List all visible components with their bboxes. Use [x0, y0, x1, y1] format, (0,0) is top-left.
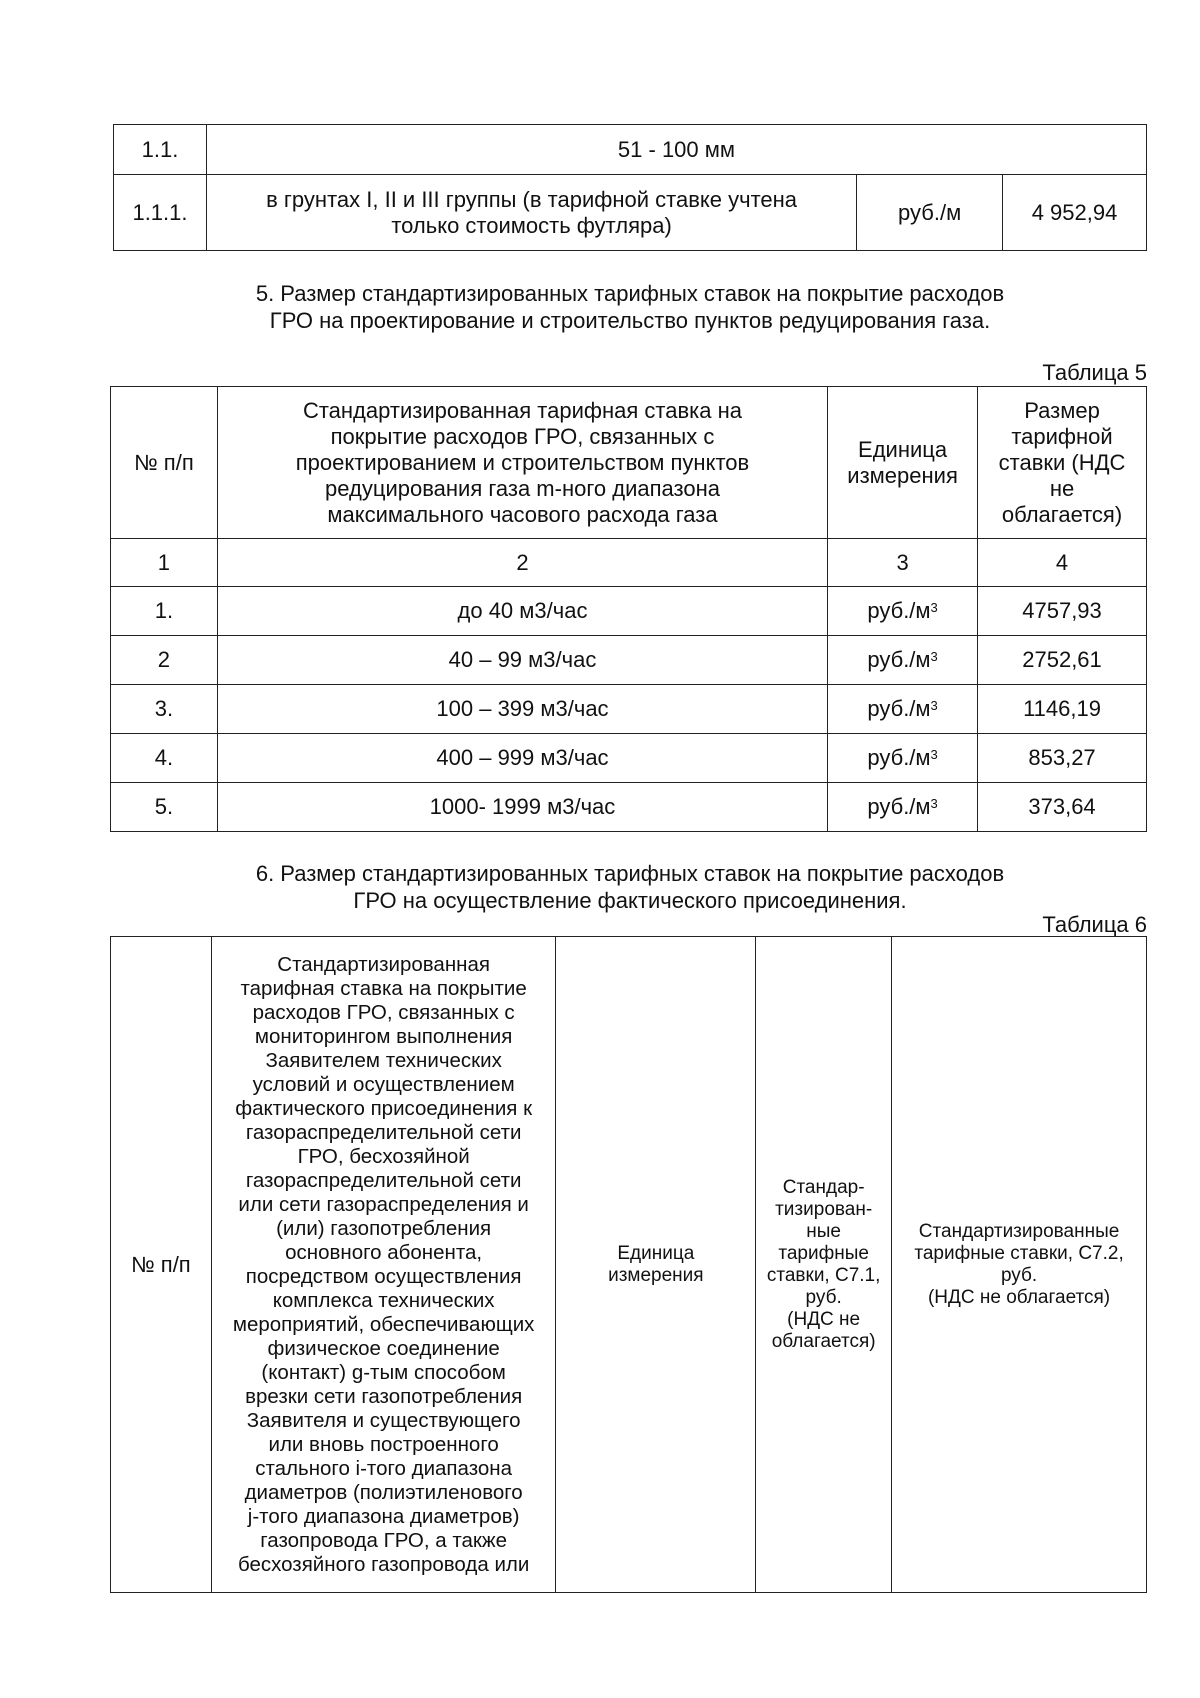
header-unit: Единица измерения	[556, 937, 756, 1593]
table-row	[111, 685, 1147, 734]
column-number: 1	[111, 539, 218, 587]
section5-heading: 5. Размер стандартизированных тарифных ставок на покрытие расходов ГРО на проектирование и строительство пунктов редуцирования газа.	[255, 281, 1005, 333]
column-number-row	[111, 539, 1147, 587]
header-description: Стандартизированная тарифная ставка на покрытие расходов ГРО, связанных с проектированием и строительством пунктов редуцирования газа m-ного диапазона максимального часового расхода газа	[217, 387, 827, 539]
row-number: 3.	[111, 685, 218, 734]
header-rate-c72: Стандартизированные тарифные ставки, С7.2, руб. (НДС не облагается)	[892, 937, 1147, 1593]
header-number: № п/п	[111, 387, 218, 539]
row-number: 1.1.1.	[114, 175, 207, 251]
table-row	[111, 587, 1147, 636]
row-value: 4757,93	[978, 587, 1147, 636]
column-number: 3	[828, 539, 978, 587]
table-5	[110, 386, 1147, 832]
row-value: 373,64	[978, 783, 1147, 832]
table-row	[111, 636, 1147, 685]
row-unit: $руб./м^3$	[828, 636, 978, 685]
row-range: до 40 м3/час	[217, 587, 827, 636]
top-tariff-table	[113, 124, 1147, 251]
row-range: 400 – 999 м3/час	[217, 734, 827, 783]
table-row	[111, 734, 1147, 783]
header-rate-c71: Стандар- тизирован- ные тарифные ставки, С7.1, руб. (НДС не облагается)	[756, 937, 892, 1593]
table-row	[114, 125, 1147, 175]
row-description: в грунтах I, II и III группы (в тарифной ставке учтена только стоимость футляра)	[206, 175, 856, 251]
header-unit: Единица измерения	[828, 387, 978, 539]
column-number: 2	[217, 539, 827, 587]
table-6	[110, 936, 1147, 1593]
table-row	[111, 783, 1147, 832]
row-value: 4 952,94	[1003, 175, 1147, 251]
table5-label: Таблица 5	[1042, 360, 1147, 385]
row-number: 2	[111, 636, 218, 685]
row-value: 1146,19	[978, 685, 1147, 734]
row-unit: $руб./м^3$	[828, 685, 978, 734]
row-range: 1000- 1999 м3/час	[217, 783, 827, 832]
row-value: 2752,61	[978, 636, 1147, 685]
table-header-row	[111, 387, 1147, 539]
column-number: 4	[978, 539, 1147, 587]
table-header-row	[111, 937, 1147, 1593]
row-unit: $руб./м^3$	[828, 587, 978, 636]
row-number: 5.	[111, 783, 218, 832]
header-description: Стандартизированная тарифная ставка на покрытие расходов ГРО, связанных с мониторингом выполнения Заявителем технических условий и осуществлением фактического присоединения к газораспределительной сети ГРО, бесхозяйной газораспределительной сети или сети газораспределения и (или) газопотребления основного абонента, посредством осуществления комплекса технических мероприятий, обеспечивающих физическое соединение (контакт) g-тым способом врезки сети газопотребления Заявителя и существующего или вновь построенного стального i-того диапазона диаметров (полиэтиленового j-того диапазона диаметров) газопровода ГРО, а также бесхозяйного газопровода или	[211, 937, 556, 1593]
header-number: № п/п	[111, 937, 212, 1593]
row-number: 1.	[111, 587, 218, 636]
row-number: 4.	[111, 734, 218, 783]
row-value: 853,27	[978, 734, 1147, 783]
table6-label: Таблица 6	[1042, 912, 1147, 937]
diameter-range: 51 - 100 мм	[206, 125, 1146, 175]
table-row	[114, 175, 1147, 251]
row-unit: $руб./м^3$	[828, 734, 978, 783]
row-unit: руб./м	[857, 175, 1003, 251]
section6-heading: 6. Размер стандартизированных тарифных ставок на покрытие расходов ГРО на осуществление фактического присоединения.	[255, 861, 1005, 913]
header-rate: Размер тарифной ставки (НДС не облагается)	[978, 387, 1147, 539]
row-number: 1.1.	[114, 125, 207, 175]
row-range: 100 – 399 м3/час	[217, 685, 827, 734]
row-unit: $руб./м^3$	[828, 783, 978, 832]
row-range: 40 – 99 м3/час	[217, 636, 827, 685]
